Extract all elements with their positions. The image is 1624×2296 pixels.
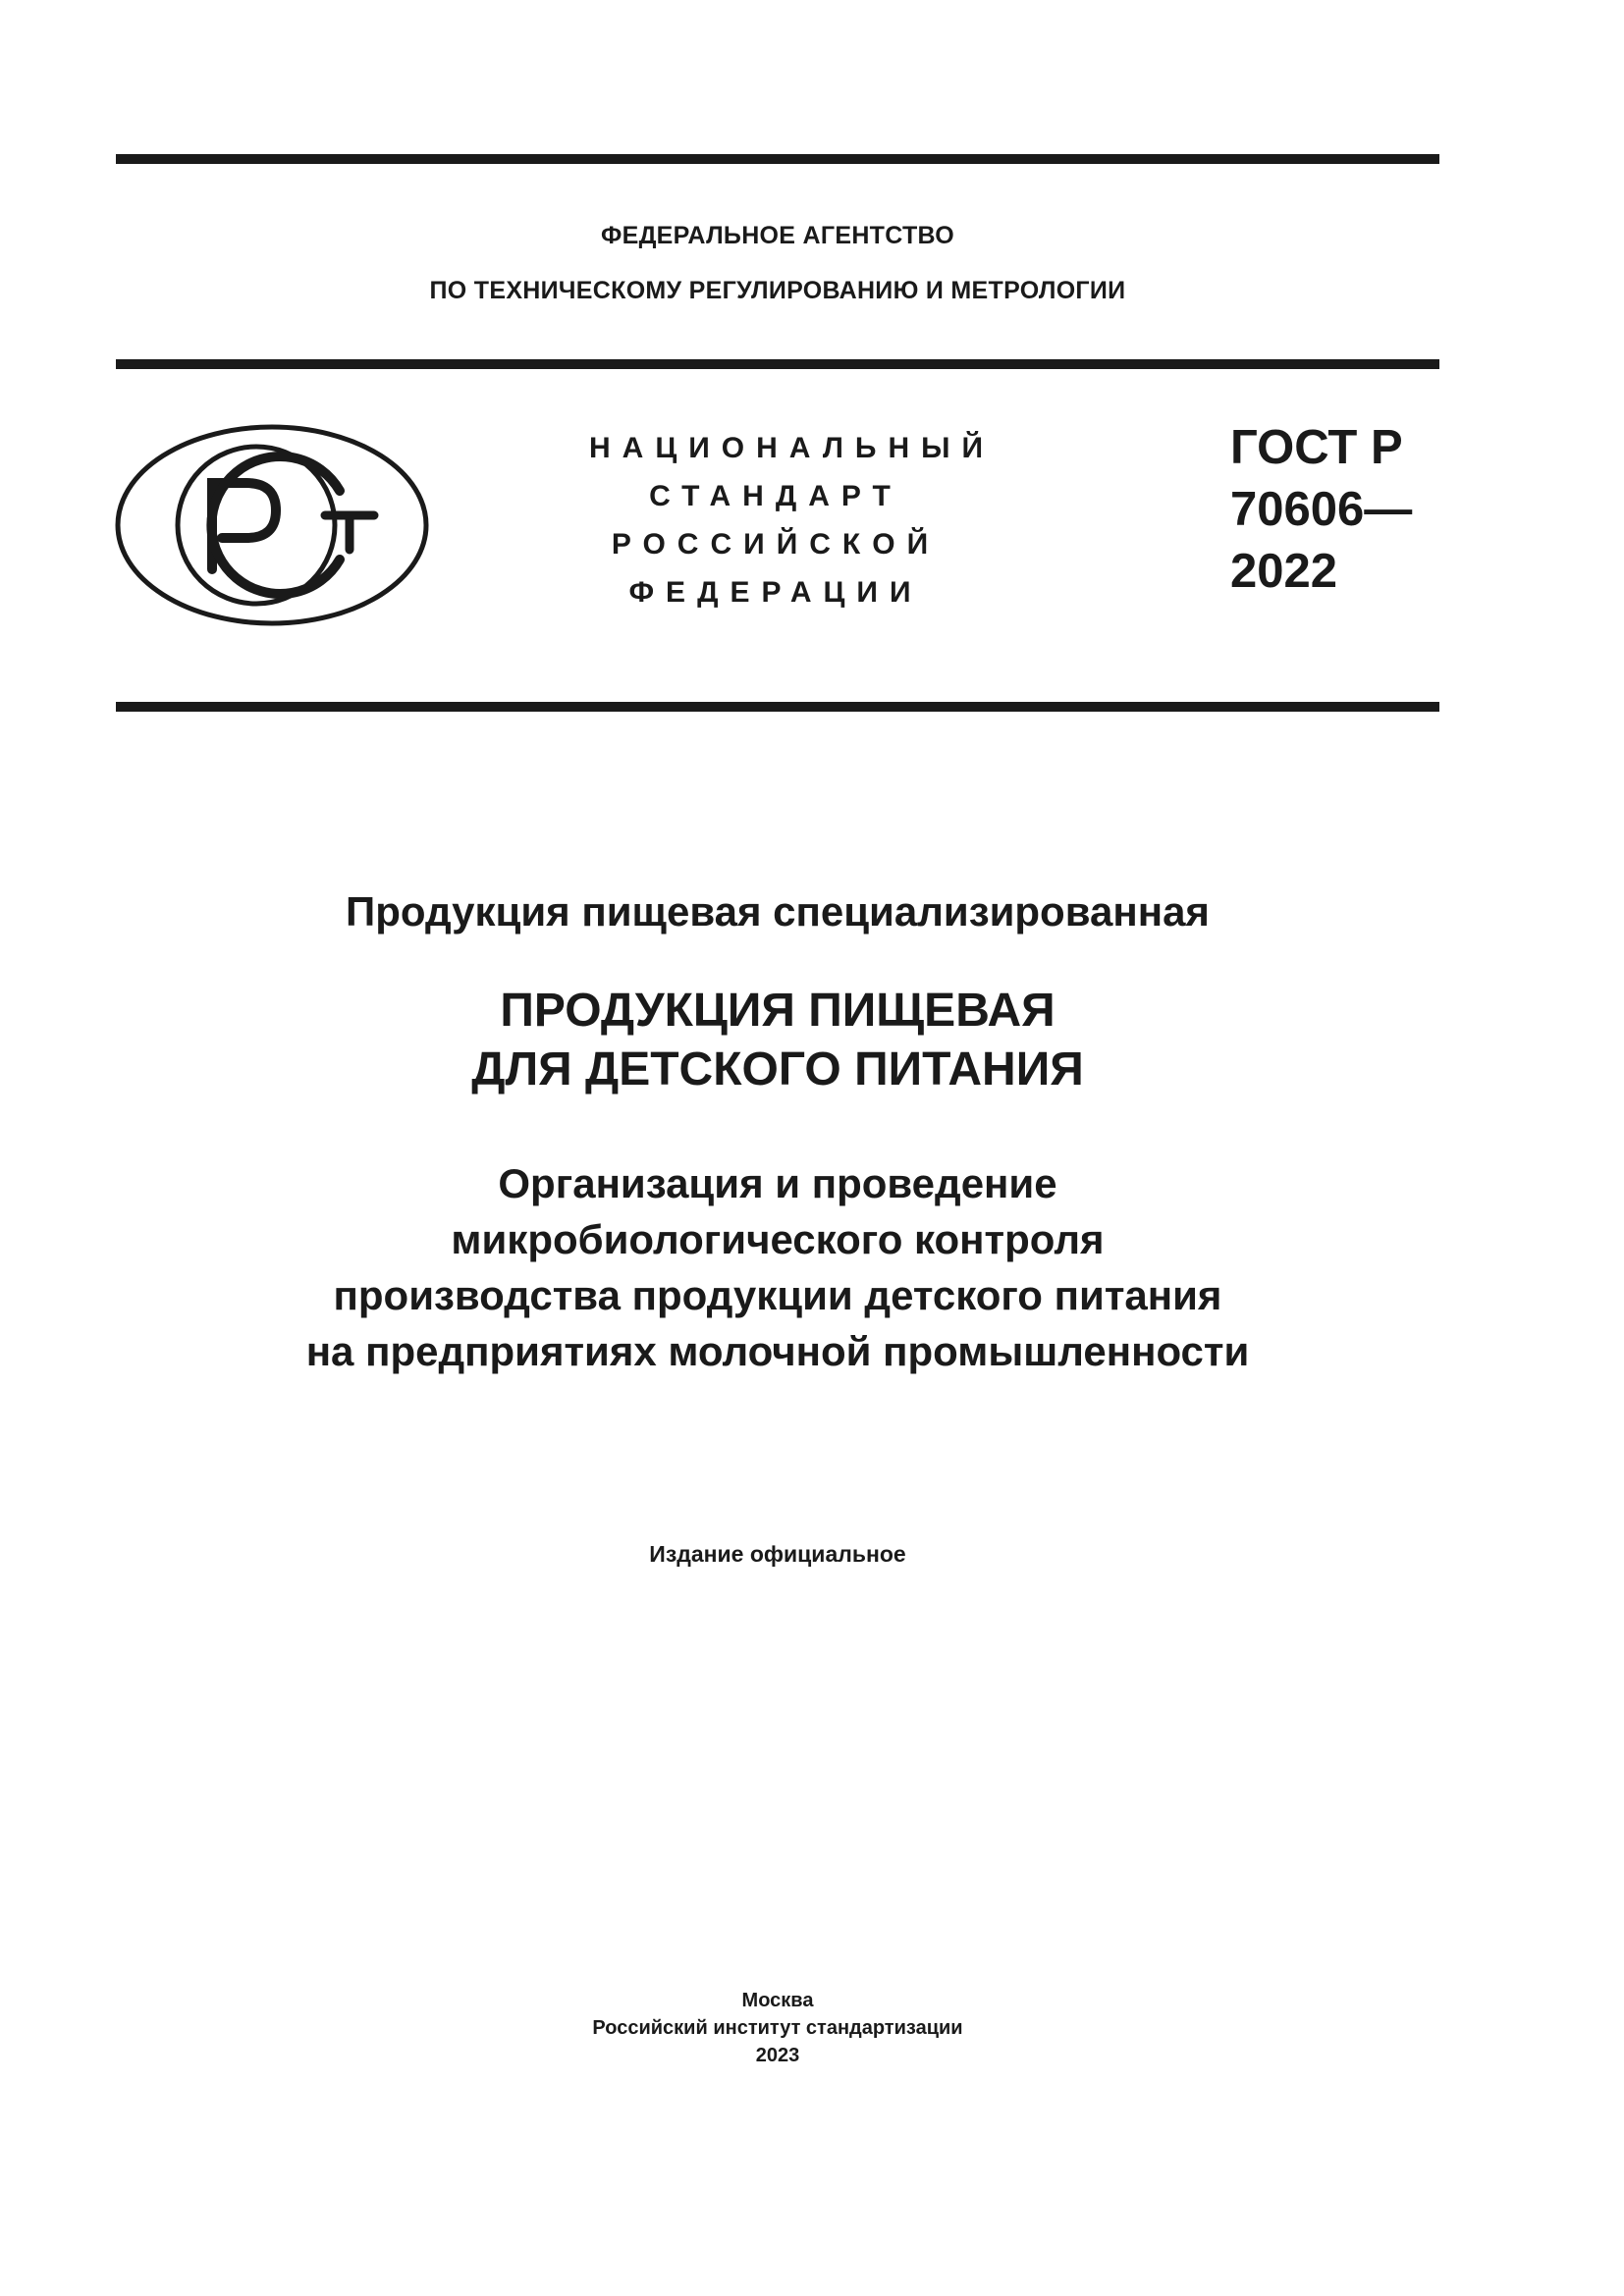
document-subtitle [116,1155,1439,1379]
document-title [116,982,1439,1099]
subtitle-line: микробиологического контроля [451,1216,1105,1262]
imprint [116,1987,1439,2069]
section-rule [116,702,1439,712]
standard-type-line: СТАНДАРТ [649,480,902,512]
subtitle-line: производства продукции детского питания [333,1272,1222,1318]
logo-label: РСТ [114,422,116,423]
document-category: Продукция пищевая специализированная [346,888,1210,934]
top-rule [116,154,1439,164]
subtitle-line: на предприятиях молочной промышленности [305,1328,1250,1374]
edition-label: Издание официальное [649,1541,906,1567]
standard-type-line: РОССИЙСКОЙ [611,528,941,561]
agency-line-1: ФЕДЕРАЛЬНОЕ АГЕНТСТВО [600,222,955,249]
imprint-city: Москва [741,1990,814,2011]
designation-line: ГОСТ Р [1230,421,1403,474]
standard-type-line: НАЦИОНАЛЬНЫЙ [589,432,996,464]
standard-type-line: ФЕДЕРАЦИИ [628,576,923,609]
standard-designation [1230,417,1412,603]
header-rule [116,359,1439,369]
designation-line: 70606— [1230,483,1413,536]
title-line: ПРОДУКЦИЯ ПИЩЕВАЯ [500,985,1056,1037]
rst-gost-logo-icon [114,422,430,628]
agency-line-2: ПО ТЕХНИЧЕСКОМУ РЕГУЛИРОВАНИЮ И МЕТРОЛОГИИ [429,277,1126,304]
standard-type [589,424,996,616]
imprint-publisher: Российский институт стандартизации [592,2017,963,2039]
title-line: ДЛЯ ДЕТСКОГО ПИТАНИЯ [471,1043,1084,1095]
designation-line: 2022 [1230,545,1338,598]
subtitle-line: Организация и проведение [498,1160,1057,1206]
imprint-year: 2023 [755,2045,800,2066]
